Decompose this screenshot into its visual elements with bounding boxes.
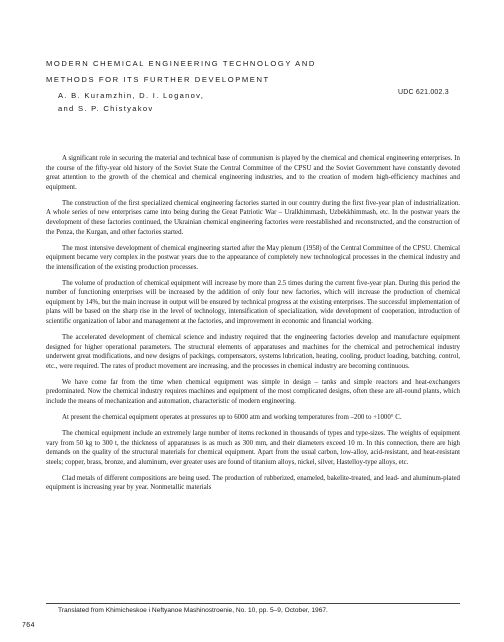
translation-footnote — [46, 603, 460, 615]
paragraph: At present the chemical equipment operates at pressures up to 6000 atm and working temperatures from –200 to +1000° C. — [62, 414, 402, 421]
article-title-line-2: METHODS FOR ITS FURTHER DEVELOPMENT — [46, 75, 270, 84]
article-title-line-1: MODERN CHEMICAL ENGINEERING TECHNOLOGY AND — [46, 59, 317, 68]
paragraph: We have come far from the time when chemical equipment was simple in design – tanks and simple reactors and heat-exchangers predominated. Now the chemical industry requires machines and equipment of the most complicated designs, often these are all-round plants, which include the means of mechanization and automation, characteristic of modern engineering. — [46, 378, 460, 406]
article-title — [46, 56, 466, 88]
article-authors — [58, 89, 204, 115]
udc-code: UDC 621.002.3 — [398, 89, 449, 96]
page-number: 764 — [22, 622, 35, 629]
paragraph: The chemical equipment include an extremely large number of items reckoned in thousands of types and type-sizes. The weights of equipment vary from 50 kg to 300 t, the thickness of apparatuses is as much as 300 mm, and their diameters exceed 10 m. In this connection, there are high demands on the quality of the structural materials for chemical equipment. Apart from the usual carbon, low-alloy, acid-resistant, and heat-resistant steels; copper, brass, bronze, and aluminum, ever greater uses are found of titanium alloys, nickel, silver, Hastelloy-type alloys, etc. — [46, 429, 460, 466]
authors-line-1: A. B. Kuramzhin, D. I. Loganov, — [58, 91, 205, 100]
paragraph: A significant role in securing the material and technical base of communism is played by the chemical and chemical engineering enterprises. In the course of the fifty-year old history of the Soviet State the Central Committee of the CPSU and the Soviet Government have constantly devoted great attention to the growth of the chemical and chemical engineering industries, and to the creation of modern high-efficiency machines and equipment. — [46, 155, 460, 191]
paragraph: The volume of production of chemical equipment will increase by more than 2.5 times during the current five-year plan. During this period the number of functioning enterprises will be increased by the addition of only four new factories, which will increase the production of chemical equipment by 14%, but the main increase in output will be ensured by technical progress at the existing enterprises. The successful implementation of plans will be based on the sharp rise in the level of technology, intensification of specialization, wide development of cooperation, introduction of scientific organization of labor and management at the factories, and improvement in economic and financial working. — [46, 279, 460, 326]
paragraph: The accelerated development of chemical science and industry required that the engineering factories develop and manufacture equipment designed for higher operational parameters. The structural elements of apparatuses and machines for the chemical and petrochemical industry underwent great modifications, and new designs of packings, compensators, systems lubrication, heating, cooling, product loading, batching, control, etc., were required. The rates of product movement are increasing, and the processes in chemical industry are becoming continuous. — [46, 334, 460, 370]
article-body — [46, 154, 460, 499]
paragraph: Clad metals of different compositions are being used. The production of rubberized, enameled, bakelite-treated, and lead- and aluminum-plated equipment is increasing year by year. Nonmetallic materials — [46, 474, 460, 492]
paragraph: The most intensive development of chemical engineering started after the May plenum (1958) of the Central Committee of the CPSU. Chemical equipment became very complex in the postwar years due to the appearance of completely new technological processes in the chemical industry and the intensification of the existing production processes. — [46, 244, 460, 271]
footnote-text: Translated from Khimicheskoe i Neftyanoe Mashinostroenie, No. 10, pp. 5–9, October, 1967. — [58, 607, 328, 614]
authors-line-2: and S. P. Chistyakov — [58, 104, 154, 113]
paragraph: The construction of the first specialized chemical engineering factories started in our country during the first five-year plan of industrialization. A whole series of new enterprises came into being during the Great Patriotic War – Uralkhimmash, Uzbekkhimmash, etc. In the postwar years the development of these factories continued, the Ukrainian chemical engineering factories were reestablished and reconstructed, and the construction of the Penza, the Kurgan, and other factories started. — [46, 199, 460, 236]
